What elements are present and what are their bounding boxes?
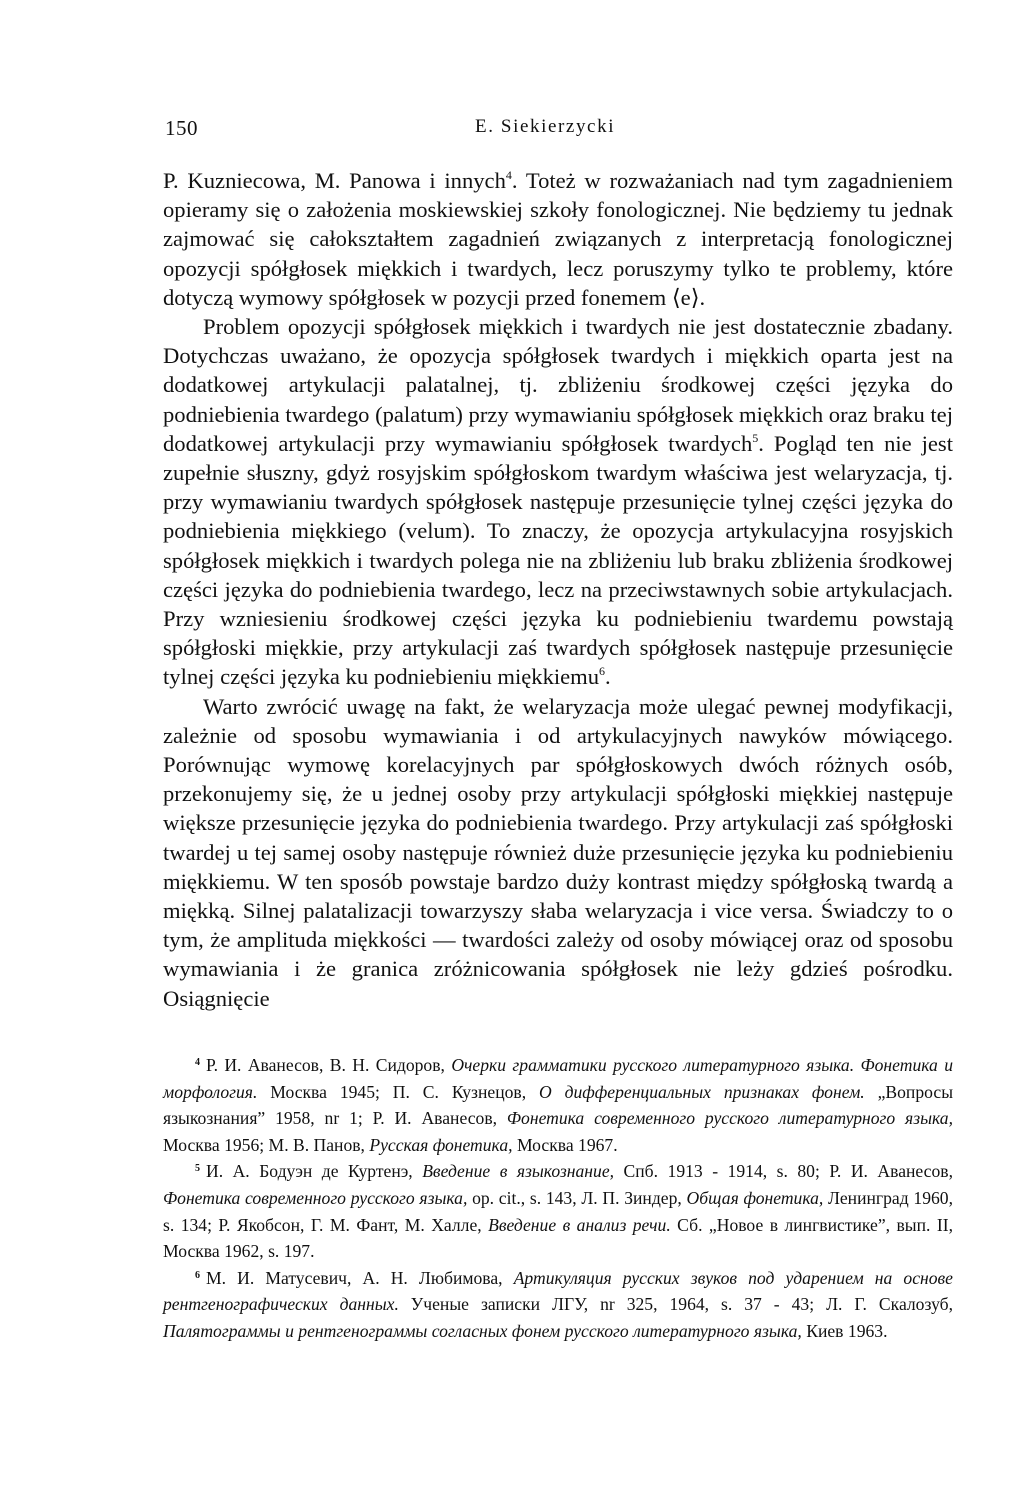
footnote-4-title: Русская фонетика, [369, 1134, 513, 1155]
paragraph-3 [163, 692, 953, 1013]
footnote-5-text: Ленинград 1960, s. 134; Р. Якобсон, Г. М. Фант, М. Халле, [163, 1187, 953, 1235]
paragraph-3-text: Warto zwrócić uwagę na fakt, że welaryzacja może ulegać pewnej modyfikacji, zależnie od sposobu wymawiania i od artykulacyjnych nawyków mówiącego. Porównując wymowę korelacyjnych par spółgłoskowych dwóch różnych osób, przekonujemy się, że u jednej osoby przy artykulacji spółgłoski miękkiej następuje większe przesunięcie języka do podniebienia twardego. Przy artykulacji zaś spółgłoski twardej u tej samej osoby następuje również duże przesunięcie języka ku podniebieniu miękkiemu. W ten sposób powstaje bardzo duży kontrast między spółgłoską twardą a miękką. Silnej palatalizacji towarzyszy słaba welaryzacja i vice versa. Świadczy to o tym, że amplituda miękkości — twardości zależy od osoby mówiącej oraz od sposobu wymawiania i że granica zróżnicowania spółgłosek nie leży gdzieś pośrodku. Osiągnięcie [163, 693, 953, 1011]
footnote-6-text: Киев 1963. [801, 1320, 888, 1341]
page-number: 150 [165, 116, 198, 140]
footnote-ref-4: 4 [505, 168, 512, 182]
footnote-5-title: Введение в анализ речи. [488, 1214, 671, 1235]
footnote-6-title: Палятограммы и рентгенограммы согласных фонем русского литературного языка, [163, 1320, 802, 1341]
footnote-5 [163, 1158, 953, 1264]
paragraph-2-text-c: . [605, 664, 611, 690]
footnote-mark-4: 4 [195, 1057, 200, 1068]
paragraph-1 [163, 166, 953, 312]
running-head [163, 116, 953, 146]
footnote-5-text: И. А. Бодуэн де Куртенэ, [206, 1161, 423, 1182]
footnote-6-text: Ученые записки ЛГУ, nr 325, 1964, s. 37 - 43; Л. Г. Скалозуб, [398, 1294, 953, 1315]
body-text [163, 166, 953, 1013]
footnote-4-text: Москва 1967. [512, 1134, 618, 1155]
footnote-4-text: „Вопросы языкознания” 1958, nr 1; Р. И. Аванесов, [163, 1081, 954, 1129]
running-title: E. Siekierzycki [475, 116, 616, 137]
paragraph-1-text-b: . Toteż w rozważaniach nad tym zagadnieniem opieramy się o założenia moskiewskiej szkoły fonologicznej. Nie będziemy tu jednak zajmować się całokształtem zagadnień związanych z interpretacją fonologicznej opozycji spółgłosek miękkich i twardych, lecz poruszymy tylko te problemy, które dotyczą wymowy spółgłosek w pozycji przed fonemem ⟨e⟩. [163, 168, 953, 310]
footnote-4 [163, 1052, 953, 1158]
footnote-4-text: Москва 1956; М. В. Панов, [163, 1134, 370, 1155]
footnote-6-title: Артикуляция русских звуков под ударением на основе рентгенографических данных. [163, 1267, 953, 1315]
footnote-5-text: op. cit., s. 143, Л. П. Зиндер, [467, 1187, 687, 1208]
footnotes [163, 1052, 953, 1345]
footnote-ref-6: 6 [599, 664, 606, 679]
paragraph-2-text-b: . Pogląd ten nie jest zupełnie słuszny, gdyż rosyjskim spółgłoskom twardym właściwa jest welaryzacja, tj. przy wymawianiu twardych spółgłosek następuje przesunięcie tylnej części języka do podniebienia miękkiego (velum). To znaczy, że opozycja artykulacyjna rosyjskich spółgłosek miękkich i twardych polega nie na zbliżeniu lub braku zbliżenia środkowej części języka do podniebienia twardego, lecz na przeciwstawnych sobie artykulacjach. Przy wzniesieniu środkowej części języka ku podniebieniu twardemu powstają spółgłoski miękkie, przy artykulacji zaś twardych spółgłosek następuje przesunięcie tylnej części języka ku podniebieniu miękkiemu [163, 430, 953, 690]
footnote-5-title: Общая фонетика, [686, 1187, 824, 1208]
footnote-mark-6: 6 [195, 1269, 200, 1281]
footnote-5-title: Фонетика современного русского языка, [163, 1187, 468, 1208]
footnote-6-text: М. И. Матусевич, А. Н. Любимова, [206, 1267, 514, 1288]
footnote-4-title: Очерки грамматики русского литературного языка. Фонетика и морфология. [163, 1055, 953, 1102]
footnote-ref-5: 5 [752, 430, 759, 445]
footnote-4-text: Р. И. Аванесов, В. Н. Сидоров, [206, 1055, 452, 1075]
footnote-4-title: Фонетика современного русского литературного языка, [506, 1108, 953, 1129]
footnote-6 [163, 1265, 953, 1345]
footnote-mark-5: 5 [195, 1163, 200, 1175]
footnote-4-title: О дифференциальных признаках фонем. [539, 1081, 865, 1102]
footnote-4-text: Москва 1945; П. С. Кузнецов, [257, 1081, 540, 1102]
paragraph-2-text-a: Problem opozycji spółgłosek miękkich i twardych nie jest dostatecznie zbadany. Dotychczas uważano, że opozycja spółgłosek twardych i miękkich oparta jest na dodatkowej artykulacji palatalnej, tj. zbliżeniu środkowej części języka do podniebienia twardego (palatum) przy wymawianiu spółgłosek miękkich oraz braku tej dodatkowej artykulacji przy wymawianiu spółgłosek twardych [163, 314, 953, 456]
paragraph-1-text-a: P. Kuzniecowa, M. Panowa i innych [163, 168, 506, 193]
footnote-5-text: Сб. „Новое в лингвистике”, вып. II, Москва 1962, s. 197. [163, 1214, 953, 1262]
paragraph-2 [163, 312, 953, 692]
footnote-5-text: Спб. 1913 - 1914, s. 80; Р. И. Аванесов, [614, 1161, 953, 1182]
footnote-5-title: Введение в языкознание, [422, 1161, 615, 1182]
